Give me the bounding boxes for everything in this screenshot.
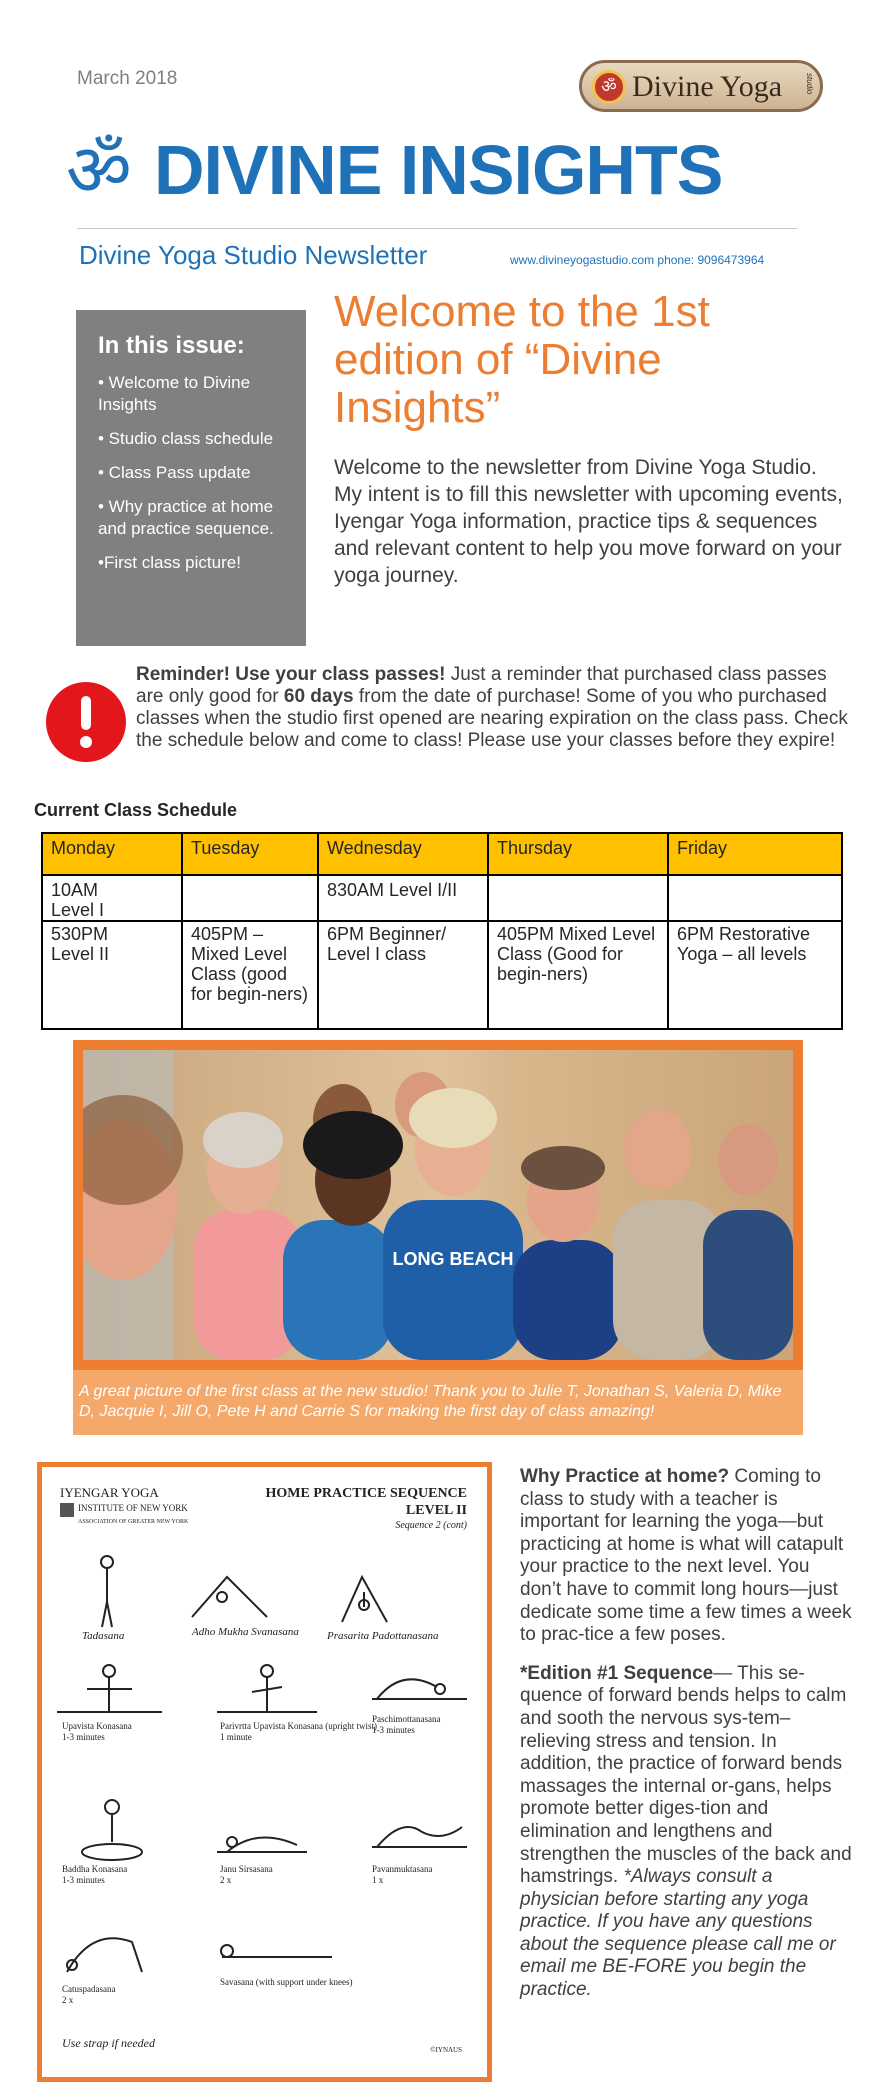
pose-label: Prasarita Padottanasana: [327, 1630, 439, 1642]
pose-duration: 1-3 minutes: [372, 1725, 415, 1735]
schedule-cell: 6PM Restorative Yoga – all levels: [668, 921, 842, 1029]
pose-duration: 2 x: [62, 1995, 74, 2005]
sequence-lead: *Edition #1 Sequence: [520, 1662, 714, 1684]
welcome-headline: Welcome to the 1st edition of “Divine Insights”: [334, 287, 710, 432]
pose-label: Parivrtta Upavista Konasana (upright twist): [220, 1721, 377, 1731]
sheet-org3: ASSOCIATION OF GREATER NEW YORK: [78, 1519, 189, 1525]
issue-item: • Welcome to Divine Insights: [98, 373, 251, 414]
logo-sub: studio: [805, 73, 814, 95]
sheet-sequence: Sequence 2 (cont): [395, 1520, 467, 1531]
schedule-header-cell: Friday: [668, 833, 842, 875]
pose-label: Upavista Konasana: [62, 1721, 132, 1731]
schedule-cell: [182, 875, 318, 921]
pose-duration: 2 x: [220, 1875, 232, 1885]
issue-date: March 2018: [77, 68, 178, 89]
schedule-header-cell: Wednesday: [318, 833, 488, 875]
reminder-text: from the date of purchase! Some of you who purchased classes when the studio first opened are nearing expiration on the class pass. Check the schedule below and come to class! Please use your classes before they expire!: [136, 686, 848, 751]
newsletter-subtitle: Divine Yoga Studio Newsletter: [79, 240, 428, 270]
sequence-body: — This se-quence of forward bends helps to calm and sooth the nervous sys-tem– relieving stress and tension. In addition, the practice of forward bends massages the internal or-gans, helps promote better diges-tion and elimination and lengthens and strengthen the muscles of the back and hamstrings.: [520, 1662, 852, 1888]
schedule-cell: 405PM – Mixed Level Class (good for begin-ners): [182, 921, 318, 1029]
schedule-cell: [488, 875, 668, 921]
sheet-org2: INSTITUTE OF NEW YORK: [78, 1503, 188, 1513]
om-icon: ॐ: [66, 128, 132, 212]
in-this-issue-box: [76, 310, 306, 646]
why-practice-body: Coming to class to study with a teacher is important for learning the yoga—but practicing at home is what will catapult your practice to the next level. You don’t have to commit long hours—just dedicate some time a few times a week to prac-tice a few poses.: [520, 1466, 852, 1646]
first-class-photo-frame: [73, 1040, 803, 1370]
studio-logo: [579, 60, 823, 112]
sheet-level: LEVEL II: [405, 1503, 467, 1518]
schedule-header-cell: Monday: [42, 833, 182, 875]
first-class-photo: [83, 1050, 793, 1360]
reminder-text: Just a reminder that purchased class passes are only good for: [136, 664, 827, 707]
class-pass-reminder: [136, 664, 848, 752]
why-practice-paragraph: [520, 1466, 852, 1647]
schedule-cell: [668, 875, 842, 921]
issue-item: • Studio class schedule: [98, 429, 274, 448]
sequence-disclaimer: *Always consult a physician before starting any yoga practice. If you have any questions about the sequence please call me or email me BE-FORE you begin the practice.: [520, 1866, 836, 2001]
pose-label: Paschimottanasana: [372, 1714, 441, 1724]
schedule-cell: 830AM Level I/II: [318, 875, 488, 921]
om-icon: ॐ: [592, 70, 626, 104]
pose-duration: 1 x: [372, 1875, 384, 1885]
why-practice-lead: Why Practice at home?: [520, 1466, 730, 1487]
pose-label: Savasana (with support under knees): [220, 1977, 353, 1987]
masthead-title: DIVINE INSIGHTS: [154, 131, 723, 209]
pose-figures: [57, 1556, 467, 1972]
pose-duration: 1 minute: [220, 1732, 252, 1742]
pose-duration: 1-3 minutes: [62, 1875, 105, 1885]
pose-label: Pavanmuktasana: [372, 1864, 433, 1874]
pose-label: Adho Mukha Svanasana: [192, 1626, 299, 1638]
practice-sequence-sheet: [37, 1462, 492, 2082]
reminder-days: 60 days: [283, 686, 354, 707]
schedule-cell: 530PM Level II: [42, 921, 182, 1029]
pose-label: Tadasana: [82, 1630, 125, 1642]
institute-logo-icon: [60, 1503, 74, 1517]
issue-item: • Why practice at home and practice sequence.: [98, 497, 274, 538]
pose-duration: 1-3 minutes: [62, 1732, 105, 1742]
pose-label: Janu Sirsasana: [220, 1864, 273, 1874]
in-this-issue-heading: In this issue:: [98, 332, 245, 359]
sheet-copyright: ©IYNAUS: [430, 2046, 462, 2054]
welcome-body: Welcome to the newsletter from Divine Yoga Studio. My intent is to fill this newsletter with upcoming events, Iyengar Yoga information, practice tips & sequences and relevant content to help you move forward on your yoga journey.: [334, 456, 843, 587]
schedule-cell: 10AM Level I: [42, 875, 182, 921]
sheet-org1: IYENGAR YOGA: [60, 1485, 159, 1500]
class-schedule-table: [41, 832, 843, 1030]
sequence-paragraph: [520, 1663, 852, 2002]
pose-label: Catuspadasana: [62, 1984, 116, 1994]
header-divider: [77, 228, 797, 229]
pose-label: Baddha Konasana: [62, 1864, 128, 1874]
home-practice-article: [520, 1466, 852, 2018]
sheet-note: Use strap if needed: [62, 2036, 155, 2050]
issue-item: •First class picture!: [98, 553, 241, 572]
schedule-cell: 6PM Beginner/ Level I class: [318, 921, 488, 1029]
schedule-title: Current Class Schedule: [34, 800, 238, 820]
logo-text: Divine Yoga: [632, 70, 783, 103]
schedule-cell: 405PM Mixed Level Class (Good for begin-ners): [488, 921, 668, 1029]
sequence-sheet-drawing: [42, 1467, 487, 2077]
schedule-header-cell: Thursday: [488, 833, 668, 875]
issue-item: • Class Pass update: [98, 463, 251, 482]
shirt-text: LONG BEACH: [392, 1249, 514, 1269]
schedule-header-cell: Tuesday: [182, 833, 318, 875]
exclamation-icon: [46, 682, 126, 762]
sheet-title: HOME PRACTICE SEQUENCE: [265, 1486, 467, 1501]
reminder-lead: Reminder! Use your class passes!: [136, 664, 446, 685]
photo-caption: A great picture of the first class at the new studio! Thank you to Julie T, Jonathan S, Valeria D, Mike D, Jacquie I, Jill O, Pete H and Carrie S for making the first day of class amazing!: [73, 1370, 803, 1435]
contact-info: www.divineyogastudio.com phone: 9096473964: [510, 253, 765, 267]
